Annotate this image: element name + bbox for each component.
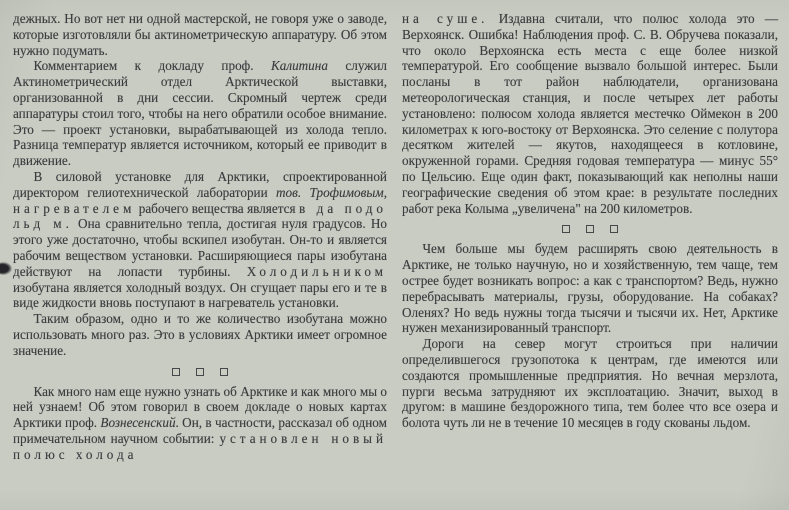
square-ornament-icon (172, 368, 180, 376)
paragraph (13, 169, 387, 311)
square-ornament-icon (220, 368, 228, 376)
italic-text: тов. Трофимовым (276, 184, 384, 200)
body-text: . Он, в частности, рассказал об одном примечательном научном событии: (13, 415, 387, 446)
section-divider (13, 366, 387, 376)
body-text: Комментарием к докладу проф. (33, 58, 271, 74)
paragraph (13, 311, 387, 358)
square-ornament-icon (196, 368, 204, 376)
paragraph (13, 11, 387, 58)
body-text: Чем больше мы будем расширять свою деятельность в Арктике, не только научную, но и хозяйственную, тем чаще, тем острее будет возникать вопрос: а как с транспортом? Ведь, нужно перебрасывать материалы, грузы, оборудование. На собаках? Оленях? Но ведь нужны тогда тысячи и тысячи их. Нет, Арктике нужен механизированный транспорт. (402, 241, 778, 336)
body-text: В силовой установке для Арктики, спроектированной директором гелиотехнической лаборатории (13, 168, 387, 200)
body-text: Таким образом, одно и то же количество изобутана можно использовать много раз. Это в условиях Арктики имеет огромное значение. (13, 311, 387, 358)
paragraph (402, 336, 778, 431)
letterspaced-text: установлен новый полюс холода (13, 430, 388, 462)
square-ornament-icon (586, 225, 594, 233)
letterspaced-text: на суше. (402, 11, 489, 26)
square-ornament-icon (610, 225, 618, 233)
paragraph (13, 58, 387, 169)
ink-smudge (0, 262, 12, 275)
section-divider (402, 223, 778, 233)
body-text: рабочего вещества является (135, 200, 300, 216)
body-text: изобутана является холодный воздух. Он сгущает пары его и те в виде жидкости вновь поступают в нагреватель установки. (13, 279, 387, 311)
paragraph (13, 384, 387, 463)
body-text: , (383, 184, 387, 200)
italic-text: Вознесенский (100, 415, 176, 431)
letterspaced-text: нагревателем (13, 200, 136, 216)
body-text: Как много нам еще нужно узнать об Арктике и как много мы о ней узнаем! Об этом говорил в своем докладе о новых картах Арктики проф. (13, 383, 387, 431)
body-text: Дороги на север могут строиться при наличии определившегося грузопотока к центрам, где имеются или создаются промышленные предприятия. Но вечная мерзлота, пурги весьма затрудняют их эксплоатацию. Значит, выход в другом: в машине бездорожного типа, тем более что все озера и болота чуть ли не в течение 10 месяцев в году скованы льдом. (402, 336, 778, 431)
body-text: Она сравнительно тепла, достигая нуля градусов. Но этого уже достаточно, чтобы вскипел изобутан. Он-то и является рабочим веществом установки. Расширяющиеся пары изобутана действуют на лопасти турбины. (13, 216, 387, 279)
letterspaced-text: в да подо льд м. (13, 200, 387, 232)
left-column (13, 11, 387, 463)
italic-text: Калитина (270, 58, 328, 74)
right-column (402, 11, 778, 431)
letterspaced-text: Холодильником (246, 263, 387, 279)
body-text: служил Актинометрический отдел Арктической выставки, организованной в дни сессии. Скромный чертеж среди аппаратуры стоил того, чтобы на него обратили особое внимание. Это — проект установки, вырабатывающей из холода тепло. Разница температур является источником, который ее приводит в движение. (13, 58, 387, 169)
square-ornament-icon (562, 225, 570, 233)
body-text: Издавна считали, что полюс холода это — Верхоянск. Ошибка! Наблюдения проф. С. В. Обручева показали, что около Верхоянска есть места с еще более низкой температурой. Его сообщение вызвало большой интерес. Были посланы в тот район наблюдатели, организована метеорологическая станция, и после четырех лет работы установлено: полюсом холода является местечко Оймекон в 200 километрах к юго-востоку от Верхоянска. Это селение с полутора десятком жителей — якутов, находящееся в котловине, окруженной горами. Средняя годовая температура — минус 55° по Цельсию. Еще один факт, показывающий как неполны наши географические сведения об этом крае: в результате последних работ река Колыма „увеличена" на 200 километров. (402, 11, 779, 216)
paragraph (402, 241, 778, 336)
body-text: дежных. Но вот нет ни одной мастерской, не говоря уже о заводе, которые изготовляли бы актинометрическую аппаратуру. Об этом нужно подумать. (13, 11, 387, 58)
paragraph (402, 11, 778, 216)
